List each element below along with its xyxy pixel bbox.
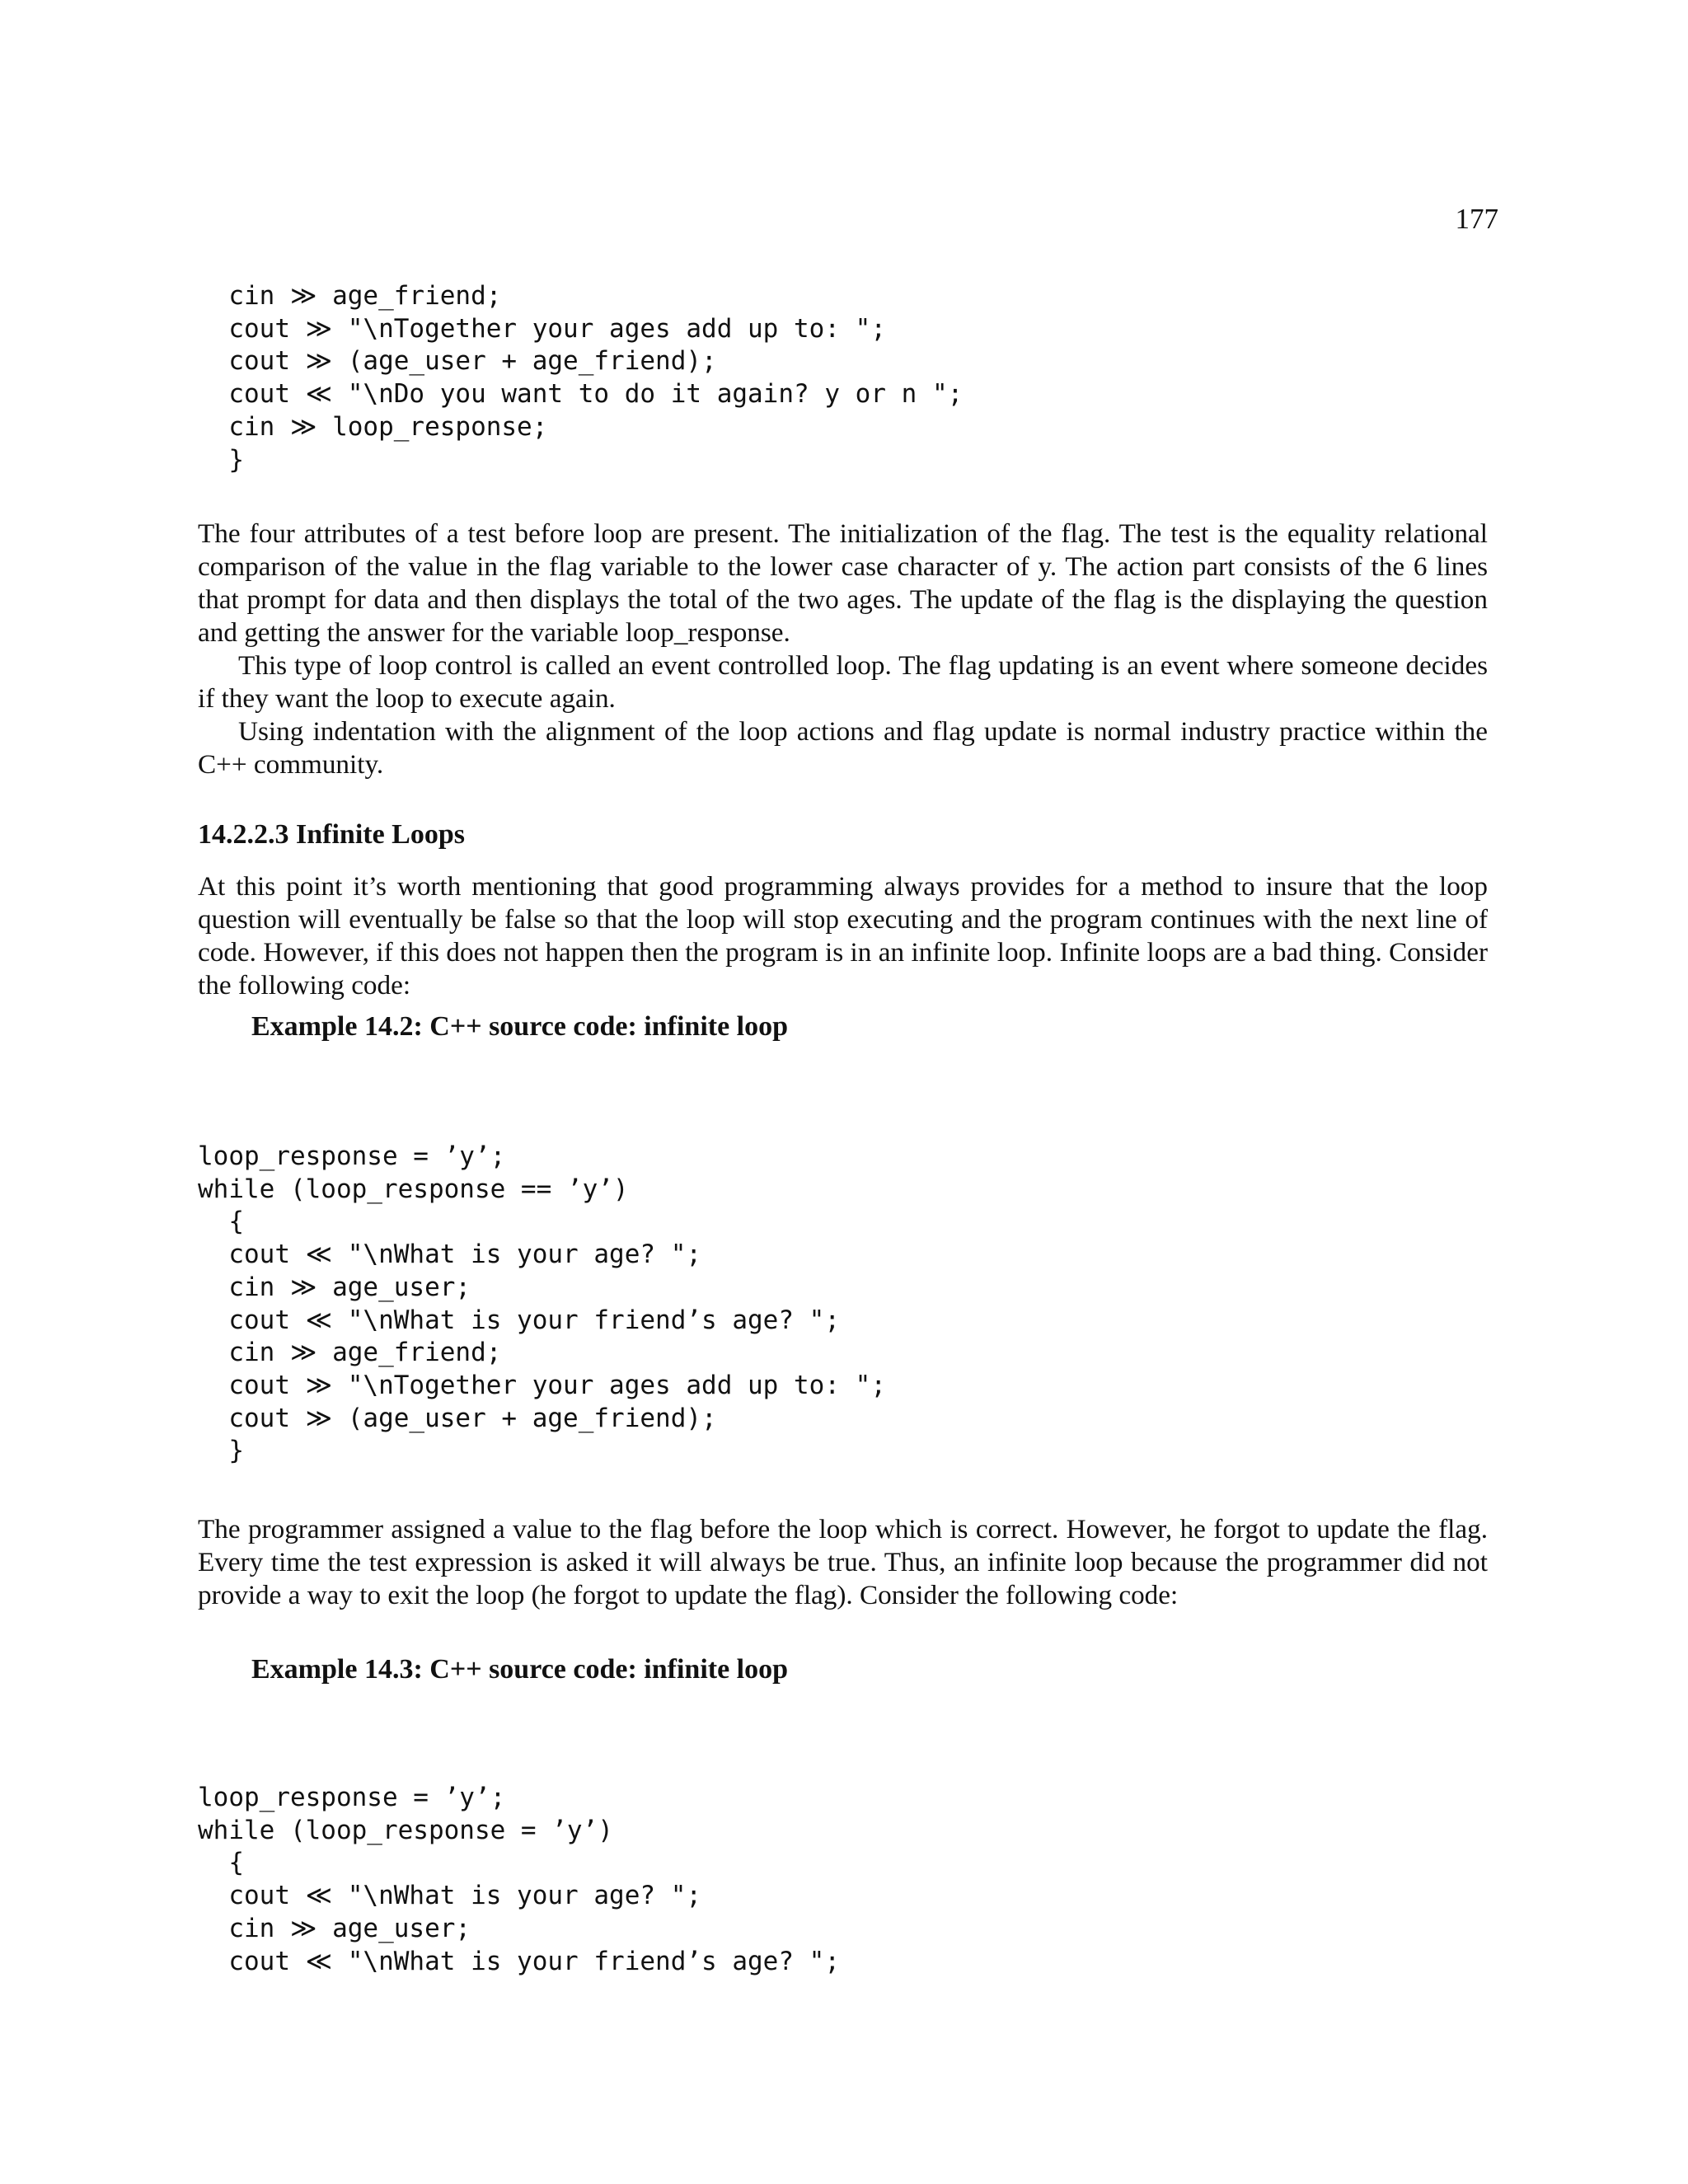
- body-text-section-3: [198, 1513, 1488, 1612]
- section-heading-infinite-loops: 14.2.2.3 Infinite Loops: [198, 819, 465, 850]
- paragraph-test-before-loop: The four attributes of a test before loop are present. The initialization of the flag. The test is the equality relational comparison of the value in the flag variable to the lower case character of y. The action part consists of the 6 lines that prompt for data and then displays the total of the two ages. The update of the flag is the displaying the question and getting the answer for the variable loop_response.: [198, 518, 1488, 648]
- code-listing-example-14-2: loop_response = ’y’; while (loop_response == ’y’) { cout ≪ "\nWhat is your age? "; cin ≫ age_user; cout ≪ "\nWhat is your friend’s age? "; cin ≫ age_friend; cout ≫ "\nTogether your ages add up to: "; cout ≫ (age_user + age_friend); }: [198, 1141, 886, 1466]
- code-listing-example-14-3: loop_response = ’y’; while (loop_response = ’y’) { cout ≪ "\nWhat is your age? "; cin ≫ age_user; cout ≪ "\nWhat is your friend’s age? ";: [198, 1783, 840, 1976]
- paragraph-forgot-update-flag: The programmer assigned a value to the flag before the loop which is correct. However, he forgot to update the flag. Every time the test expression is asked it will always be true. Thus, an infinite loop because the programmer did not provide a way to exit the loop (he forgot to update the flag). Consider the following code:: [198, 1514, 1488, 1610]
- paragraph-infinite-loops-intro: At this point it’s worth mentioning that good programming always provides for a method to insure that the loop question will eventually be false so that the loop will stop executing and the program continues with the next line of code. However, if this does not happen then the program is in an infinite loop. Infinite loops are a bad thing. Consider the following code:: [198, 871, 1488, 1001]
- code-listing-continued: cin ≫ age_friend; cout ≫ "\nTogether your ages add up to: "; cout ≫ (age_user + age_friend); cout ≪ "\nDo you want to do it again? y or n "; cin ≫ loop_response; }: [228, 281, 964, 475]
- example-14-2-caption: Example 14.2: C++ source code: infinite loop: [251, 1011, 789, 1042]
- page-number: 177: [1455, 203, 1498, 235]
- body-text-section-1: [198, 518, 1488, 781]
- body-text-section-2: [198, 870, 1488, 1002]
- paragraph-indentation-practice: Using indentation with the alignment of the loop actions and flag update is normal industry practice within the C++ community.: [198, 716, 1488, 780]
- paragraph-event-controlled-loop: This type of loop control is called an event controlled loop. The flag updating is an event where someone decides if they want the loop to execute again.: [198, 650, 1488, 714]
- example-14-3-caption: Example 14.3: C++ source code: infinite loop: [251, 1654, 789, 1685]
